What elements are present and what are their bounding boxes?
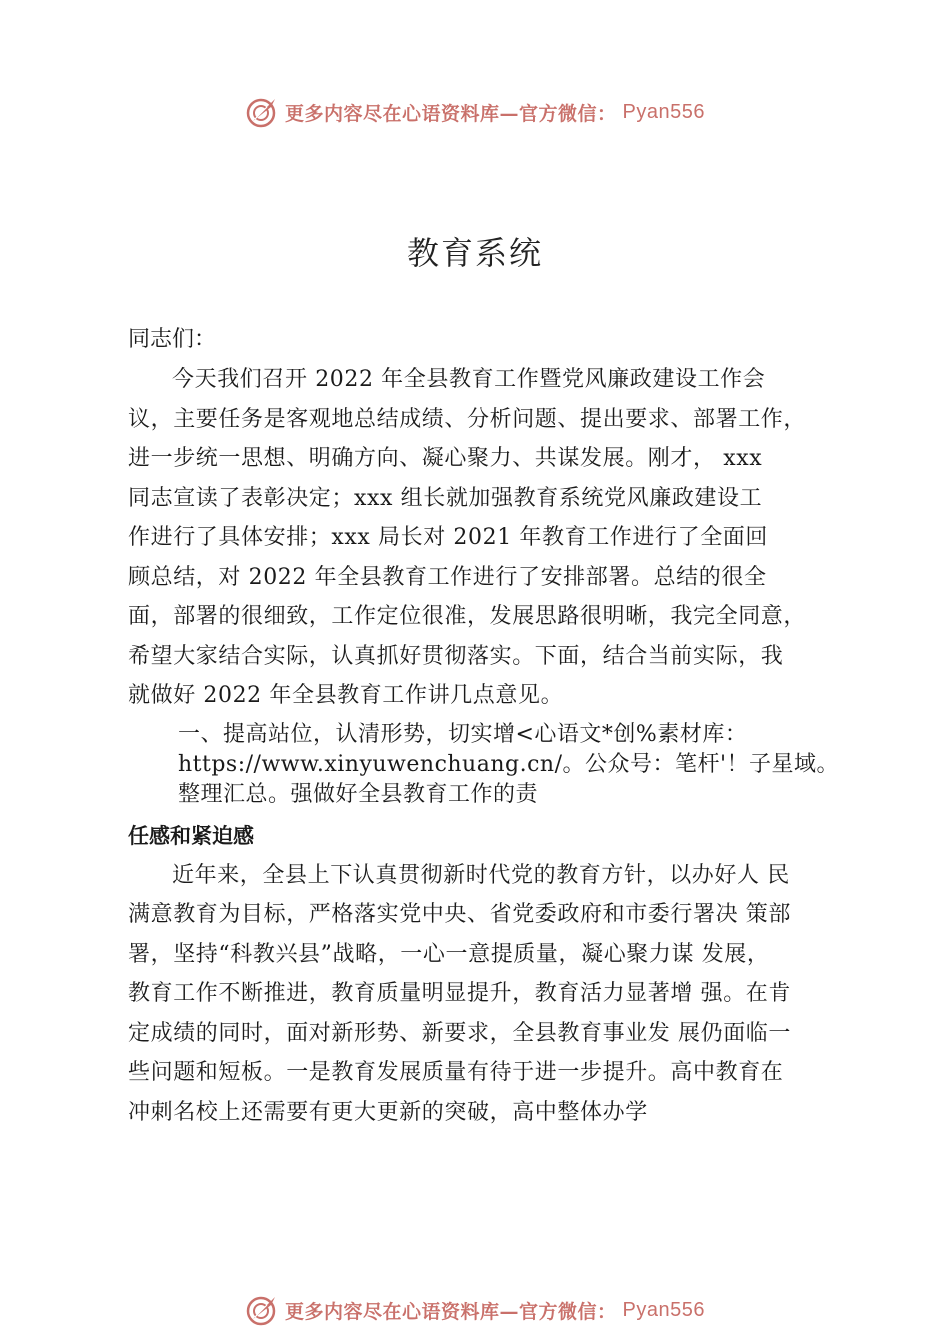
paragraph-1 [128,360,868,716]
header-banner [0,92,950,132]
paragraph-line: 近年来，全县上下认真贯彻新时代党的教育方针，以办好人 民 [172,862,790,888]
paragraph-line: 就做好 2022 年全县教育工作讲几点意见。 [128,683,564,708]
paragraph-line: 署，坚持“科教兴县”战略，一心一意提质量，凝心聚力谋 发展， [128,941,770,967]
paragraph-line: 些问题和短板。一是教育发展质量有待于进一步提升。高中教育在 [128,1060,784,1085]
paragraph-line: 议，主要任务是客观地总结成绩、分析问题、提出要求、部署工作， [128,406,807,432]
paragraph-line: 顾总结，对 2022 年全县教育工作进行了安排部署。总结的很全 [128,564,767,590]
banner-wechat-id: Pyan556 [622,1298,705,1321]
heading-line: 一、提高站位，认清形势，切实增<心语文*创%素材库： [178,721,748,747]
section-heading-1 [178,720,868,810]
paragraph-line: 希望大家结合实际，认真抓好贯彻落实。下面，结合当前实际，我 [128,643,784,669]
document-title: 教育系统 [406,234,543,272]
document-body [128,320,868,1132]
paragraph-line: 面，部署的很细致，工作定位很准，发展思路很明晰，我完全同意， [128,604,807,629]
footer-banner [0,1290,950,1330]
salutation: 同志们： [128,327,217,352]
paragraph-2 [128,856,868,1133]
paragraph-line: 同志宣读了表彰决定；xxx 组长就加强教育系统党风廉政建设工 [128,485,763,511]
paragraph-line: 进一步统一思想、明确方向、凝心聚力、共谋发展。刚才， xxx [128,446,763,471]
paragraph-line: 定成绩的同时，面对新形势、新要求，全县教育事业发 展仍面临一 [128,1020,791,1046]
paragraph-line: 今天我们召开 2022 年全县教育工作暨党风廉政建设工作会 [172,367,766,392]
banner-wechat-id: Pyan556 [622,100,705,123]
quill-logo-icon [245,95,279,129]
banner-text: 更多内容尽在心语资料库—官方微信： [285,1300,617,1323]
banner-text: 更多内容尽在心语资料库—官方微信： [285,102,617,125]
paragraph-line: 冲刺名校上还需要有更大更新的突破，高中整体办学 [128,1099,648,1125]
section-subheading: 任感和紧迫感 [128,823,254,848]
heading-line: https://www.xinyuwenchuang.cn/。公众号：笔杆'！子星域。 [178,751,840,777]
heading-line: 整理汇总。强做好全县教育工作的责 [178,781,539,807]
paragraph-line: 作进行了具体安排；xxx 局长对 2021 年教育工作进行了全面回 [128,525,768,550]
quill-logo-icon [245,1293,279,1327]
paragraph-line: 教育工作不断推进，教育质量明显提升，教育活力显著增 强。在肯 [128,981,791,1006]
paragraph-line: 满意教育为目标，严格落实党中央、省党委政府和市委行署决 策部 [128,902,791,927]
